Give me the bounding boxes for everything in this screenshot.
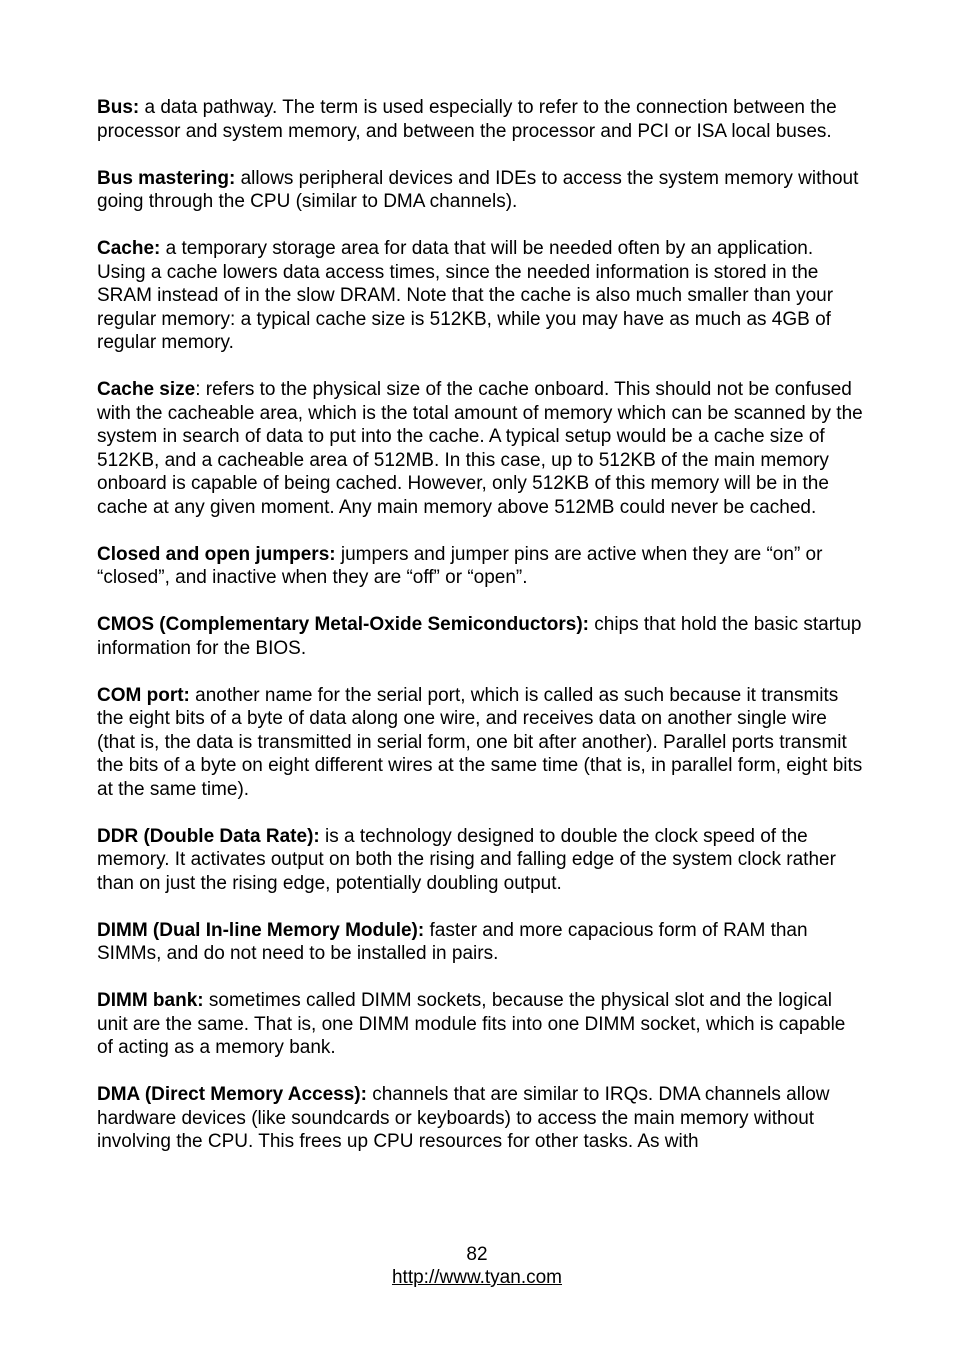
- glossary-definition: allows peripheral devices and IDEs to access the system memory without going through the CPU (similar to DMA channels).: [97, 167, 859, 212]
- glossary-entry-dimm-bank: [97, 989, 863, 1060]
- glossary-entry-bus-mastering: [97, 167, 863, 214]
- glossary-definition: a data pathway. The term is used especially to refer to the connection between the processor and system memory, and between the processor and PCI or ISA local buses.: [97, 97, 837, 142]
- glossary-definition: is a technology designed to double the clock speed of the memory. It activates output on both the rising and falling edge of the system clock rather than on just the rising edge, potentially doubling output.: [97, 825, 836, 894]
- glossary-term: Bus mastering:: [97, 167, 236, 189]
- glossary-definition: : refers to the physical size of the cache onboard. This should not be confused with the cacheable area, which is the total amount of memory which can be scanned by the system in search of data to put into the cache. A typical setup would be a cache size of 512KB, and a cacheable area of 512MB. In this case, up to 512KB of the main memory onboard is capable of being cached. However, only 512KB of this memory will be in the cache at any given moment. Any main memory above 512MB could never be cached.: [97, 379, 863, 518]
- glossary-entry-com-port: [97, 684, 863, 802]
- glossary-entry-bus: [97, 96, 863, 143]
- glossary-entry-cache-size: [97, 378, 863, 519]
- glossary-entry-cache: [97, 237, 863, 355]
- glossary-entry-ddr: [97, 825, 863, 896]
- glossary-term: DDR (Double Data Rate):: [97, 825, 320, 847]
- glossary-term: DMA (Direct Memory Access):: [97, 1084, 367, 1105]
- glossary-entry-dimm: [97, 919, 863, 966]
- glossary-definition: another name for the serial port, which is called as such because it transmits the eight bits of a byte of data along one wire, and receives data on another single wire (that is, the data is transmitted in serial form, one bit after another). Parallel ports transmit the bits of a byte on eight different wires at the same time (that is, in parallel form, eight bits at the same time).: [97, 684, 863, 800]
- glossary-page: [97, 96, 863, 1177]
- glossary-term: DIMM (Dual In-line Memory Module):: [97, 919, 425, 941]
- footer-url-link[interactable]: http://www.tyan.com: [391, 1267, 562, 1288]
- glossary-definition: sometimes called DIMM sockets, because the physical slot and the logical unit are the same. That is, one DIMM module fits into one DIMM socket, which is capable of acting as a memory bank.: [97, 990, 846, 1058]
- page-number: 82: [466, 1244, 488, 1265]
- glossary-definition: chips that hold the basic startup information for the BIOS.: [97, 614, 862, 659]
- glossary-entry-cmos: [97, 613, 863, 660]
- glossary-term: COM port:: [97, 684, 190, 706]
- glossary-definition: channels that are similar to IRQs. DMA channels allow hardware devices (like soundcards or keyboards) to access the main memory without involving the CPU. This frees up CPU resources for other tasks. As with: [97, 1084, 830, 1152]
- glossary-term: CMOS (Complementary Metal-Oxide Semiconductors):: [97, 614, 589, 635]
- page-footer: [0, 1243, 954, 1289]
- glossary-term: DIMM bank:: [97, 990, 204, 1011]
- glossary-term: Closed and open jumpers:: [97, 543, 336, 565]
- glossary-definition: jumpers and jumper pins are active when they are “on” or “closed”, and inactive when they are “off” or “open”.: [97, 543, 823, 588]
- glossary-term: Cache size: [97, 379, 196, 400]
- glossary-entry-dma: [97, 1083, 863, 1154]
- glossary-term: Cache:: [97, 238, 161, 259]
- glossary-definition: faster and more capacious form of RAM than SIMMs, and do not need to be installed in pairs.: [97, 919, 808, 964]
- glossary-definition: a temporary storage area for data that will be needed often by an application. Using a cache lowers data access times, since the needed information is stored in the SRAM instead of in the slow DRAM. Note that the cache is also much smaller than your regular memory: a typical cache size is 512KB, while you may have as much as 4GB of regular memory.: [97, 238, 834, 353]
- glossary-entry-jumpers: [97, 543, 863, 590]
- glossary-term: Bus:: [97, 97, 140, 118]
